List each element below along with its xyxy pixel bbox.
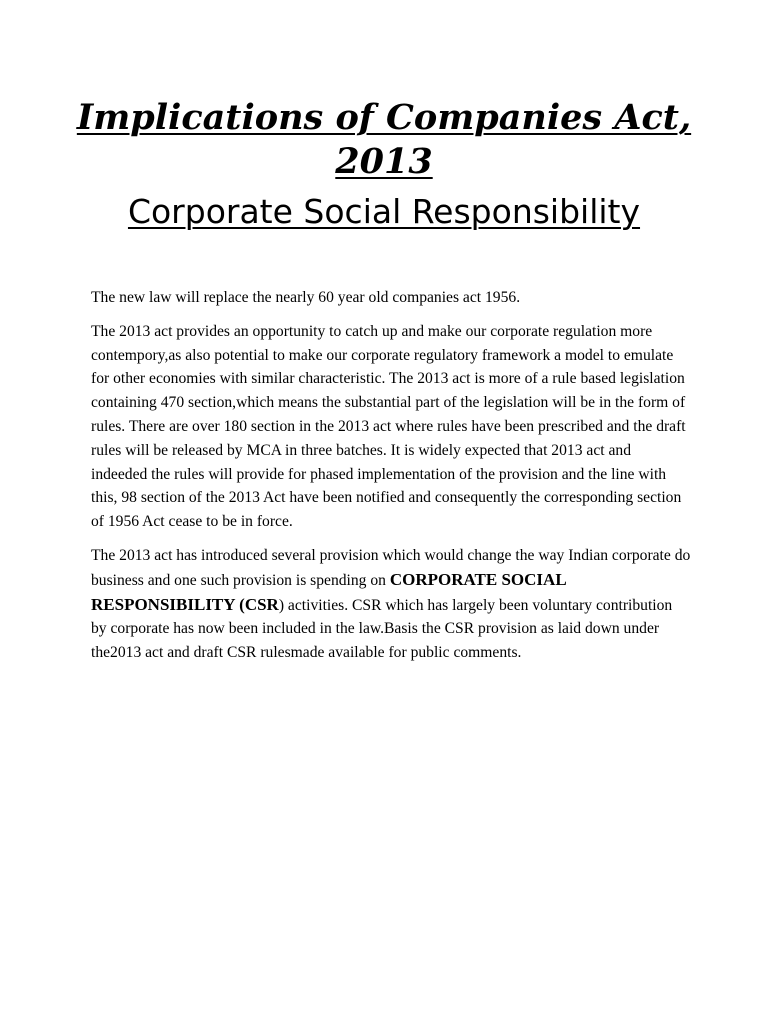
paragraph-3 xyxy=(91,544,691,665)
page-title-line-1: Implications of Companies Act, xyxy=(76,97,692,138)
paragraph-2: The 2013 act provides an opportunity to catch up and make our corporate regulation more contempory,as also potential to make our corporate regulatory framework a model to emulate for other economies with similar characteristic. The 2013 act is more of a rule based legislation containing 470 section,which means the substantial part of the legislation will be in the form of rules. There are over 180 section in the 2013 act where rules have been prescribed and the draft rules will be released by MCA in three batches. It is widely expected that 2013 act and indeeded the rules will provide for phased implementation of the provision and the line with this, 98 section of the 2013 Act have been notified and consequently the corresponding section of 1956 Act cease to be in force. xyxy=(91,322,686,531)
csr-bold-text: CORPORATE SOCIAL RESPONSIBILITY (CSR xyxy=(91,569,566,614)
title-block xyxy=(0,96,768,234)
paragraph-1: The new law will replace the nearly 60 year old companies act 1956. xyxy=(91,289,521,306)
paragraph-3-text-end: ) activities. CSR which has largely been voluntary contribution by corporate has now been included in the law.Basis the CSR provision as laid down under the2013 act and draft CSR rulesmade available for public comments. xyxy=(91,596,673,662)
paragraph-3-text-start: The 2013 act has introduced several provision which would change the way Indian corporate do business and one such provision is spending on xyxy=(91,546,691,589)
document-body xyxy=(91,286,691,675)
page-subtitle: Corporate Social Responsibility xyxy=(127,192,641,231)
page-title-line-2: 2013 xyxy=(335,141,433,182)
